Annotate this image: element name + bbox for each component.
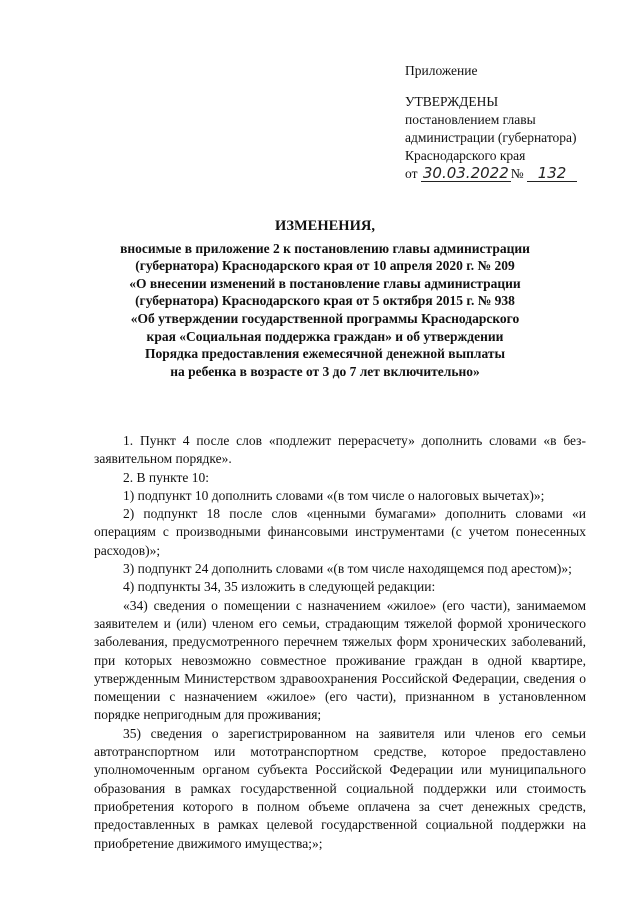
title-line: «О внесении изменений в постановление главы администрации — [129, 275, 521, 291]
body-paragraph: 1. Пункт 4 после слов «подлежит перерасчету» дополнить словами «в без-заявительном порядке». — [94, 433, 586, 467]
body-paragraph: 35) сведения о зарегистрированном на заявителя или членов его семьи автотранспортном или мототранспортном средстве, которое предоставлено уполномоченным органом субъекта Российской Федерации или муниципального образования в рамках государственной социальной поддержки или стоимость приобретения которого в полном объеме оплачена за счет денежных средств, предоставленных в рамках целевой государственной социальной поддержки на приобретение движимого имущества;»; — [94, 725, 586, 851]
title-line: (губернатора) Краснодарского края от 10 апреля 2020 г. № 209 — [135, 258, 515, 274]
title-line: (губернатора) Краснодарского края от 5 октября 2015 г. № 938 — [135, 293, 515, 309]
title-line: на ребенка в возрасте от 3 до 7 лет включительно» — [170, 363, 480, 379]
handwritten-date: 30.03.2022 — [422, 164, 509, 182]
title-main: ИЗМЕНЕНИЯ, — [275, 218, 375, 234]
approved-label: УТВЕРЖДЕНЫ — [405, 94, 499, 109]
handwritten-number: 132 — [527, 166, 577, 182]
title-line: вносимые в приложение 2 к постановлению главы администрации — [120, 240, 530, 256]
document-body — [94, 432, 586, 853]
title-line: «Об утверждении государственной программы Краснодарского — [130, 310, 520, 326]
title-line: Порядка предоставления ежемесячной денежной выплаты — [144, 346, 506, 362]
body-paragraph: 2) подпункт 18 после слов «ценными бумагами» дополнить словами «и операциям с производными финансовыми инструментами (с учетом понесенных расходов)»; — [94, 506, 586, 558]
number-prefix: № — [510, 166, 524, 181]
title-line: края «Социальная поддержка граждан» и об утверждении — [146, 328, 504, 344]
appendix-heading: Приложение — [405, 63, 478, 78]
approval-line-3: Краснодарского края — [405, 148, 526, 163]
date-number-line — [405, 165, 577, 183]
approval-line-2: администрации (губернатора) — [405, 130, 577, 145]
date-prefix: от — [405, 166, 418, 181]
body-paragraph: 4) подпункты 34, 35 изложить в следующей редакции: — [123, 579, 436, 595]
approval-line-1: постановлением главы — [405, 112, 536, 127]
body-paragraph: «34) сведения о помещении с назначением «жилое» (его части), занимаемом заявителем и (или) членом его семьи, страдающим тяжелой формой хронического заболевания, предусмотренного перечнем тяжелых форм хронических заболеваний, при которых невозможно совместное проживание граждан в одной квартире, утвержденным Министерством здравоохранения Российской Федерации, сведения о помещении с назначением «жилое» (его части), признанном в установленном порядке непригодным для проживания; — [94, 597, 586, 723]
body-paragraph: 3) подпункт 24 дополнить словами «(в том числе находящемся под арестом)»; — [123, 561, 572, 577]
approval-block — [405, 62, 577, 183]
body-paragraph: 1) подпункт 10 дополнить словами «(в том числе о налоговых вычетах)»; — [123, 487, 545, 503]
body-paragraph: 2. В пункте 10: — [123, 469, 209, 485]
document-title — [80, 218, 570, 380]
